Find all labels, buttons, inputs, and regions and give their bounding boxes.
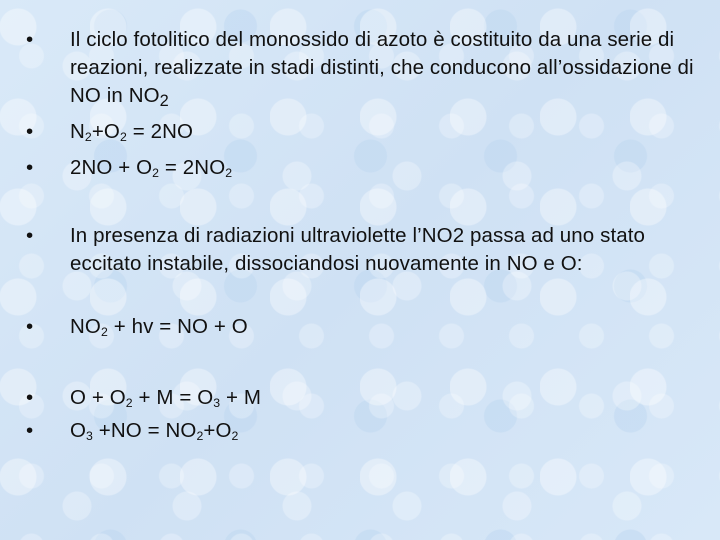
text-segment: O bbox=[70, 419, 87, 442]
text-segment: O + O bbox=[70, 386, 126, 409]
subscript: 2 bbox=[100, 325, 108, 340]
bullet-item bbox=[26, 417, 696, 445]
bullet-item bbox=[26, 313, 696, 341]
bullet-text bbox=[70, 154, 696, 182]
text-segment: 2NO + O bbox=[70, 156, 153, 179]
bullet-dot: • bbox=[26, 120, 34, 143]
text-segment: + hv = NO + O bbox=[107, 315, 248, 338]
subscript: 2 bbox=[119, 130, 127, 145]
bullet-item bbox=[26, 26, 696, 110]
bullet-item bbox=[26, 222, 696, 278]
bullet-text bbox=[70, 222, 696, 278]
bullet-text bbox=[70, 384, 696, 412]
subscript: 3 bbox=[86, 429, 93, 444]
bullet-item bbox=[26, 118, 696, 146]
subscript: 2 bbox=[125, 396, 133, 411]
bullet-dot: • bbox=[26, 28, 34, 51]
bullet-dot: • bbox=[26, 156, 34, 179]
subscript: 2 bbox=[225, 166, 233, 181]
text-segment: +O bbox=[203, 419, 232, 442]
bullet-dot: • bbox=[26, 419, 34, 442]
bullet-item bbox=[26, 384, 696, 412]
bullet-text bbox=[70, 118, 696, 146]
bullet-text bbox=[70, 313, 696, 341]
text-segment: Il ciclo fotolitico del monossido di azoto è costituito da una serie di reazioni, realizzate in stadi distinti, che conducono all’ossidazione di NO in NO bbox=[70, 28, 694, 107]
subscript: 2 bbox=[159, 92, 169, 111]
bullet-dot: • bbox=[26, 386, 34, 409]
subscript: 2 bbox=[84, 130, 92, 145]
bullet-item bbox=[26, 154, 696, 182]
text-segment: +NO = NO bbox=[93, 419, 197, 442]
text-segment: In presenza di radiazioni ultraviolette l’NO2 passa ad uno stato eccitato instabile, dissociandosi nuovamente in NO e O: bbox=[70, 224, 646, 275]
text-segment: + M bbox=[220, 386, 262, 409]
bullet-dot: • bbox=[26, 224, 34, 247]
text-segment: NO bbox=[70, 315, 101, 338]
subscript: 2 bbox=[152, 166, 160, 181]
subscript: 2 bbox=[231, 429, 239, 444]
subscript: 3 bbox=[213, 396, 221, 411]
bullet-text bbox=[70, 417, 696, 445]
text-segment: N bbox=[70, 120, 85, 143]
text-segment: + M = O bbox=[132, 386, 214, 409]
bullet-dot: • bbox=[26, 315, 34, 338]
text-segment: +O bbox=[91, 120, 120, 143]
subscript: 2 bbox=[196, 429, 204, 444]
text-segment: = 2NO bbox=[159, 156, 226, 179]
text-segment: = 2NO bbox=[126, 120, 194, 143]
bullet-text bbox=[70, 26, 696, 110]
